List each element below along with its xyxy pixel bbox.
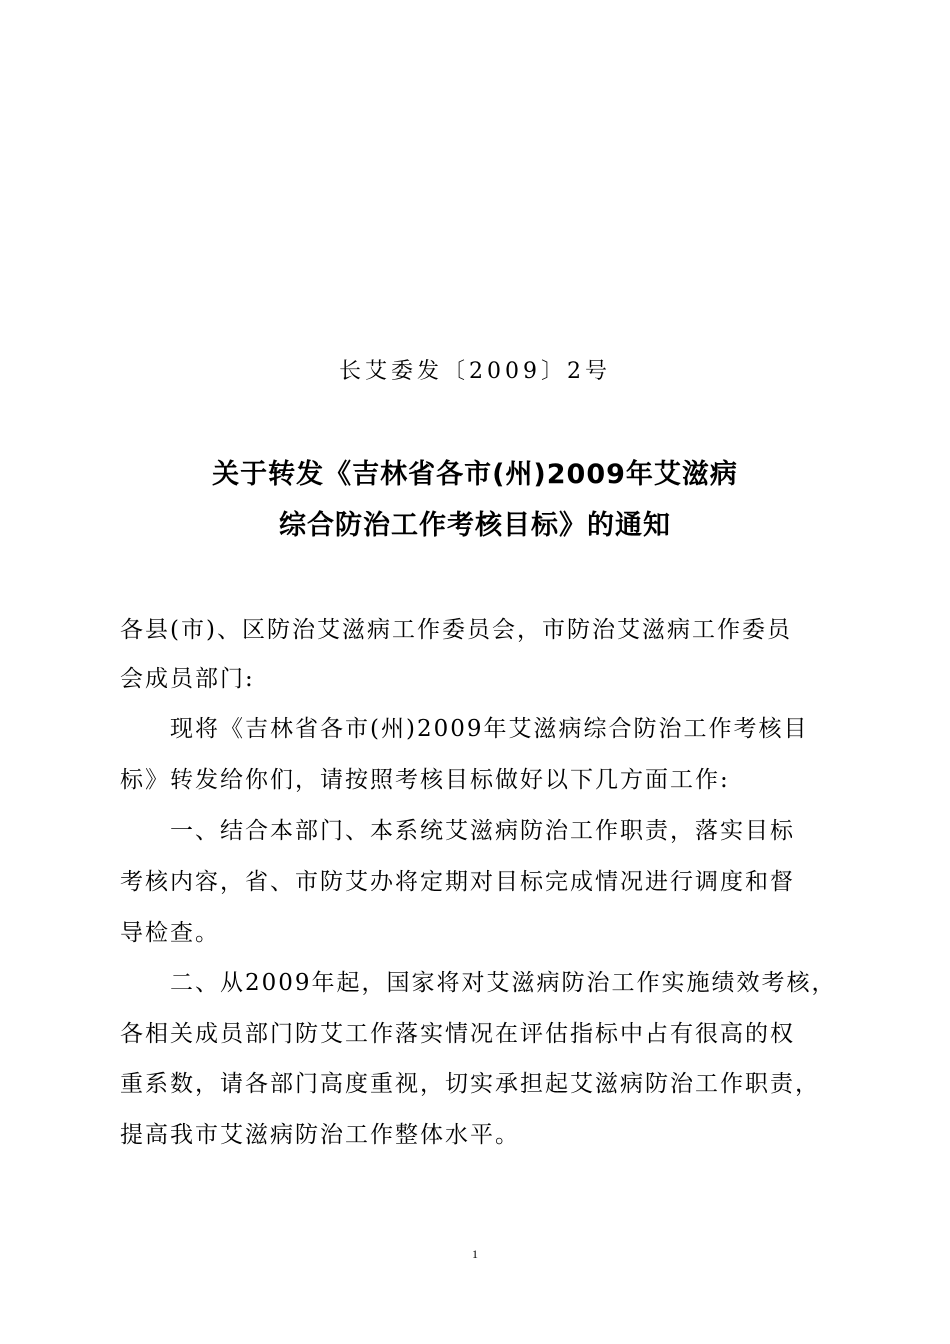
paragraph-2-line-1: 一、结合本部门、本系统艾滋病防治工作职责，落实目标 bbox=[170, 818, 795, 844]
salutation-line-2: 会成员部门: bbox=[120, 666, 255, 692]
paragraph-1-line-2: 标》转发给你们，请按照考核目标做好以下几方面工作: bbox=[120, 767, 730, 793]
document-number: 长艾委发〔2009〕2号 bbox=[339, 359, 611, 384]
document-title-line-2: 综合防治工作考核目标》的通知 bbox=[279, 510, 671, 541]
paragraph-3-line-2: 各相关成员部门防艾工作落实情况在评估指标中占有很高的权 bbox=[120, 1021, 795, 1047]
paragraph-3-line-1: 二、从2009年起，国家将对艾滋病防治工作实施绩效考核， bbox=[170, 970, 837, 996]
paragraph-3-line-3: 重系数，请各部门高度重视，切实承担起艾滋病防治工作职责， bbox=[120, 1071, 820, 1097]
page-number: 1 bbox=[472, 1247, 478, 1261]
salutation-line-1: 各县(市)、区防治艾滋病工作委员会，市防治艾滋病工作委员 bbox=[120, 617, 792, 643]
paragraph-2-line-2: 考核内容，省、市防艾办将定期对目标完成情况进行调度和督 bbox=[120, 869, 795, 895]
paragraph-1-line-1: 现将《吉林省各市(州)2009年艾滋病综合防治工作考核目 bbox=[170, 716, 809, 742]
paragraph-3-line-4: 提高我市艾滋病防治工作整体水平。 bbox=[120, 1122, 520, 1148]
paragraph-2-line-3: 导检查。 bbox=[120, 920, 220, 946]
document-title-line-1: 关于转发《吉林省各市(州)2009年艾滋病 bbox=[212, 459, 738, 490]
